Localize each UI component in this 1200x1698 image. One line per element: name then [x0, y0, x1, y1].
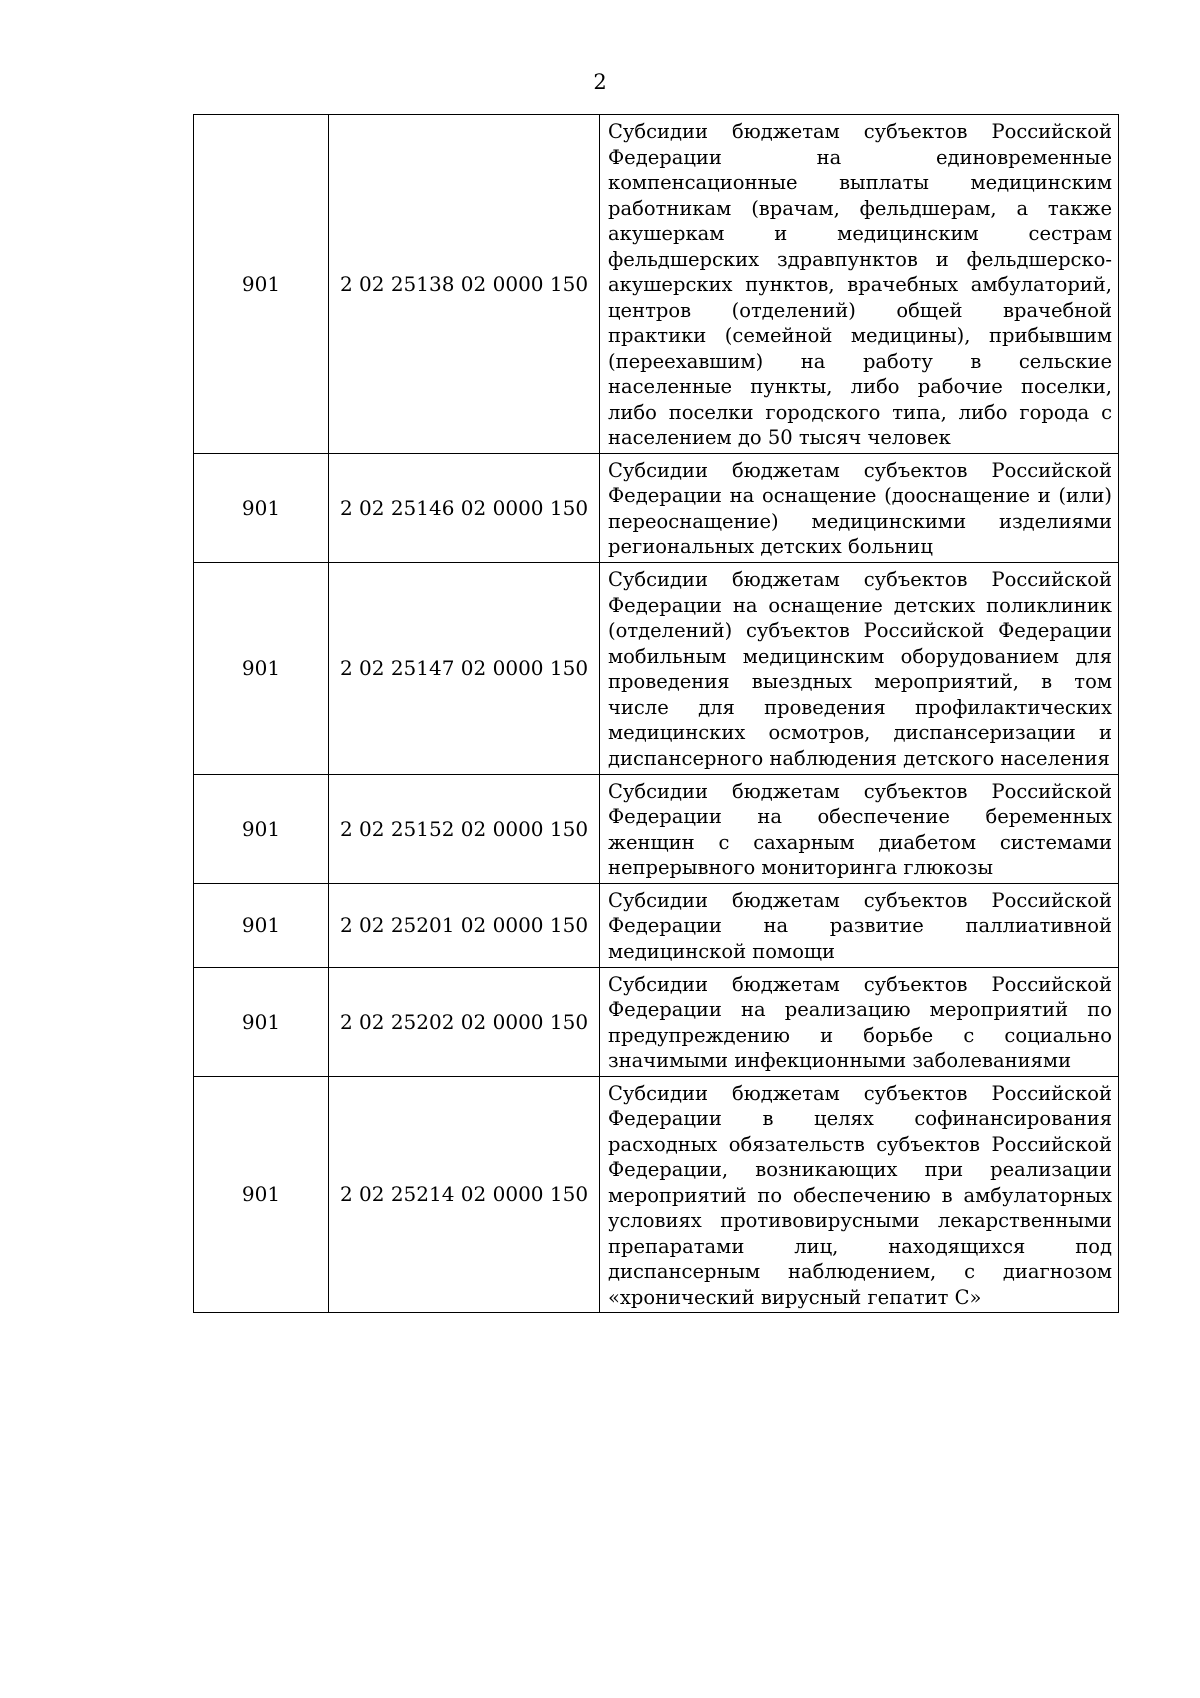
income-code-cell: 2 02 25138 02 0000 150	[329, 115, 600, 454]
income-code-cell: 2 02 25146 02 0000 150	[329, 453, 600, 562]
income-code-cell: 2 02 25147 02 0000 150	[329, 562, 600, 774]
income-name-cell: Субсидии бюджетам субъектов Российской Федерации на реализацию мероприятий по предупреждению и борьбе с социально значимыми инфекционными заболеваниями	[600, 967, 1119, 1076]
income-name-cell: Субсидии бюджетам субъектов Российской Федерации на развитие паллиативной медицинской помощи	[600, 883, 1119, 967]
income-code-cell: 2 02 25214 02 0000 150	[329, 1076, 600, 1313]
income-name-cell: Субсидии бюджетам субъектов Российской Федерации на единовременные компенсационные выплаты медицинским работникам (врачам, фельдшерам, а также акушеркам и медицинским сестрам фельдшерских здравпунктов и фельдшерско-акушерских пунктов, врачебных амбулаторий, центров (отделений) общей врачебной практики (семейной медицины), прибывшим (переехавшим) на работу в сельские населенные пункты, либо рабочие поселки, либо поселки городского типа, либо города с населением до 50 тысяч человек	[600, 115, 1119, 454]
page-number: 2	[593, 70, 607, 94]
table-row	[194, 115, 1119, 454]
admin-code-cell: 901	[194, 1076, 329, 1313]
admin-code-cell: 901	[194, 883, 329, 967]
income-name-cell: Субсидии бюджетам субъектов Российской Федерации в целях софинансирования расходных обязательств субъектов Российской Федерации, возникающих при реализации мероприятий по обеспечению в амбулаторных условиях противовирусными лекарственными препаратами лиц, находящихся под диспансерным наблюдением, с диагнозом «хронический вирусный гепатит С»	[600, 1076, 1119, 1313]
admin-code-cell: 901	[194, 115, 329, 454]
income-code-cell: 2 02 25202 02 0000 150	[329, 967, 600, 1076]
table-row	[194, 883, 1119, 967]
budget-income-table	[193, 114, 1119, 1313]
income-code-cell: 2 02 25201 02 0000 150	[329, 883, 600, 967]
table-row	[194, 562, 1119, 774]
admin-code-cell: 901	[194, 967, 329, 1076]
income-name-cell: Субсидии бюджетам субъектов Российской Федерации на оснащение (дооснащение и (или) переоснащение) медицинскими изделиями региональных детских больниц	[600, 453, 1119, 562]
table-row	[194, 774, 1119, 883]
table-row	[194, 967, 1119, 1076]
admin-code-cell: 901	[194, 562, 329, 774]
income-name-cell: Субсидии бюджетам субъектов Российской Федерации на оснащение детских поликлиник (отделений) субъектов Российской Федерации мобильным медицинским оборудованием для проведения выездных мероприятий, в том числе для проведения профилактических медицинских осмотров, диспансеризации и диспансерного наблюдения детского населения	[600, 562, 1119, 774]
admin-code-cell: 901	[194, 774, 329, 883]
income-name-cell: Субсидии бюджетам субъектов Российской Федерации на обеспечение беременных женщин с сахарным диабетом системами непрерывного мониторинга глюкозы	[600, 774, 1119, 883]
table-row	[194, 453, 1119, 562]
table-row	[194, 1076, 1119, 1313]
income-code-cell: 2 02 25152 02 0000 150	[329, 774, 600, 883]
admin-code-cell: 901	[194, 453, 329, 562]
